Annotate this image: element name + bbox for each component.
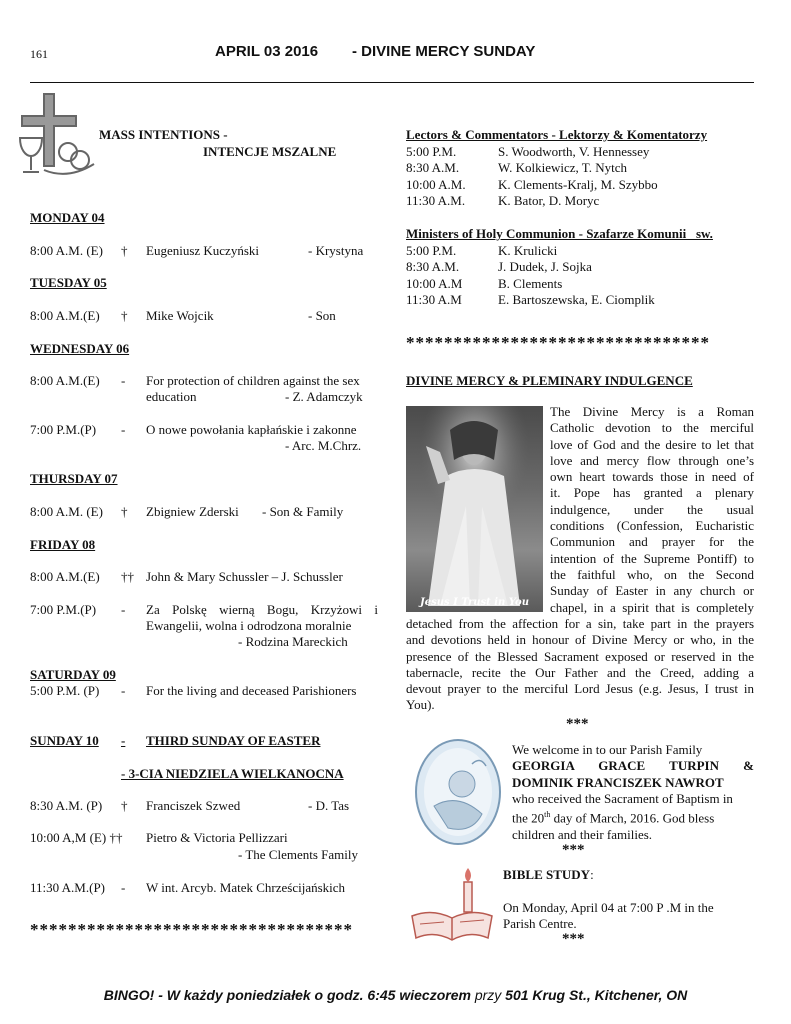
minister-time: 5:00 P.M. (406, 243, 457, 258)
paragraph-line: detached from the affection for a sin, take part in the prayers (406, 616, 754, 631)
mass-time: 5:00 P.M. (P) (30, 683, 100, 698)
minister-time: 11:30 A.M (406, 292, 462, 307)
cross-symbol: † (121, 243, 128, 258)
cross-symbol: † (121, 308, 128, 323)
intention-name: Eugeniusz Kuczyński (146, 243, 260, 258)
bible-study-text: Parish Centre. (503, 916, 577, 931)
day-heading-dash: - (121, 733, 126, 748)
mass-time: 7:00 P.M.(P) (30, 602, 97, 617)
paragraph-line: Catholic devotion to the merciful (550, 420, 754, 436)
bulletin-date: APRIL 03 2016 (215, 43, 319, 60)
lector-time: 10:00 A.M. (406, 177, 466, 192)
jesus-figure-icon (406, 406, 543, 612)
minister-names: J. Dudek, J. Sojka (498, 259, 592, 274)
paragraph-line: and devotions held in honour of Divine Mercy or who, in the (406, 632, 754, 648)
asterism-separator: *** (562, 931, 585, 947)
paragraph-line: the faithful who, on the Second (550, 566, 754, 582)
lector-time: 8:30 A.M. (406, 160, 460, 175)
mass-intentions-heading: MASS INTENTIONS - (99, 127, 228, 142)
asterism-separator: *** (566, 716, 589, 732)
baptism-date-line (512, 807, 754, 827)
paragraph-line: own heart towards those in need of (550, 469, 754, 485)
cross-symbol: † (121, 798, 128, 813)
lector-names: W. Kolkiewicz, T. Nytch (498, 160, 628, 175)
mass-intentions-heading-polish: INTENCJE MSZALNE (203, 144, 337, 159)
paragraph-line: conditions (Confession, Eucharistic (550, 518, 754, 534)
paragraph-line: Communion and prayer for the (550, 534, 754, 550)
intention-name: Mike Wojcik (146, 308, 214, 323)
intention-name: W int. Arcyb. Matek Chrześcijańskich (146, 880, 346, 895)
baptism-line: the 20 (512, 810, 545, 826)
minister-time: 8:30 A.M. (406, 259, 460, 274)
intention-text: O nowe powołania kapłańskie i zakonne (146, 422, 357, 437)
paragraph-line: chapel, in a spirit that is completely (550, 599, 754, 615)
baptism-line: day of March, 2016. God bless (550, 810, 715, 826)
day-heading-sunday: SUNDAY 10 (30, 733, 99, 748)
mass-time: 8:00 A.M. (E) (30, 243, 103, 258)
dash-symbol: - (121, 373, 126, 388)
lector-time: 5:00 P.M. (406, 144, 457, 159)
lectors-heading: Lectors & Commentators - Lektorzy & Komentatorzy (406, 127, 708, 142)
dash-symbol: - (121, 683, 126, 698)
footer-bingo-text: BINGO! - W każdy poniedziałek o godz. 6:45 wieczorem (103, 987, 471, 1003)
paragraph-line: Sunday of Easter in any church or (550, 583, 754, 599)
mass-time: 8:00 A.M. (E) (30, 504, 103, 519)
bible-study-text: On Monday, April 04 at 7:00 P .M in the (503, 900, 714, 915)
day-heading-tuesday: TUESDAY 05 (30, 275, 107, 290)
heading-colon: : (590, 867, 594, 882)
divine-mercy-image (406, 406, 543, 612)
day-heading-wednesday: WEDNESDAY 06 (30, 341, 130, 356)
lector-names: K. Clements-Kralj, M. Szybbo (498, 177, 658, 192)
paragraph-line: indulgence, under the usual (550, 501, 754, 517)
lector-names: S. Woodworth, V. Hennessey (498, 144, 650, 159)
cross-symbol: † (121, 504, 128, 519)
baptism-text (512, 742, 754, 843)
baptism-line: who received the Sacrament of Baptism in (512, 790, 733, 806)
paragraph-line: The Divine Mercy is a Roman (550, 404, 754, 419)
intention-name: Franciszek Szwed (146, 798, 241, 813)
intention-donor: - Son & Family (262, 504, 344, 519)
paragraph-line: tabernacle, recite the Our Father and the Creed, adding a (406, 664, 754, 680)
baptized-name: DOMINIK FRANCISZEK NAWROT (512, 774, 724, 790)
divine-mercy-text-continued (406, 616, 754, 714)
baptism-line: children and their families. (512, 826, 653, 842)
mass-time: 7:00 P.M.(P) (30, 422, 97, 437)
bible-study-heading-wrap (503, 867, 594, 883)
intention-text: education (146, 389, 197, 404)
baby-icon (412, 736, 504, 848)
intention-donor: - Z. Adamczyk (285, 389, 363, 404)
paragraph-line: it. Pope has granted a plenary (550, 485, 754, 501)
mass-time: 10:00 A,M (E) †† (30, 830, 123, 845)
bible-candle-icon (406, 862, 498, 946)
intention-donor: - Son (308, 308, 336, 323)
mass-time: 8:00 A.M.(E) (30, 373, 100, 388)
bible-study-heading: BIBLE STUDY (503, 867, 591, 882)
stars-separator: ******************************** (406, 333, 710, 352)
mass-time: 11:30 A.M.(P) (30, 880, 105, 895)
minister-time: 10:00 A.M (406, 276, 463, 291)
mass-time: 8:30 A.M. (P) (30, 798, 103, 813)
lector-time: 11:30 A.M. (406, 193, 466, 208)
day-heading-friday: FRIDAY 08 (30, 537, 96, 552)
day-heading-monday: MONDAY 04 (30, 210, 105, 225)
intention-name: Zbigniew Zderski (146, 504, 239, 519)
cross-symbol: †† (121, 569, 134, 584)
paragraph-line: intention of the Supreme Pontiff) to (550, 550, 754, 566)
bulletin-title: - DIVINE MERCY SUNDAY (352, 43, 536, 60)
intention-name: John & Mary Schussler – J. Schussler (146, 569, 343, 584)
divine-mercy-heading: DIVINE MERCY & PLEMINARY INDULGENCE (406, 373, 693, 388)
intention-donor: - Rodzina Mareckich (238, 634, 348, 649)
intention-donor: - Arc. M.Chrz. (285, 438, 362, 453)
ordinal-suffix: th (544, 810, 551, 820)
intention-name: For the living and deceased Parishioners (146, 683, 357, 698)
mass-time: 8:00 A.M.(E) (30, 308, 100, 323)
stars-separator: ********************************** (30, 920, 353, 939)
header-rule (30, 82, 754, 83)
sunday-title: THIRD SUNDAY OF EASTER (146, 733, 321, 748)
mass-time: 8:00 A.M.(E) (30, 569, 100, 584)
paragraph-line: love of God and the desire to let that (550, 436, 754, 452)
minister-names: K. Krulicki (498, 243, 558, 258)
intention-donor: - The Clements Family (238, 847, 358, 862)
paragraph-line: presence of the Blessed Sacrament exposed or reserved in the (406, 648, 754, 664)
intention-name: Pietro & Victoria Pellizzari (146, 830, 288, 845)
intention-text: Ewangelii, wolna i odrodzona moralnie (146, 618, 352, 633)
footer-connector: przy (470, 987, 506, 1003)
intention-donor: - D. Tas (308, 798, 350, 813)
dash-symbol: - (121, 880, 126, 895)
ministers-heading: Ministers of Holy Communion - Szafarze Komunii _sw. (406, 226, 713, 241)
asterism-separator: *** (562, 842, 585, 858)
minister-names: E. Bartoszewska, E. Ciomplik (498, 292, 655, 307)
paragraph-line: love and mercy flow through one’s (550, 452, 754, 468)
baptized-name: GEORGIA GRACE TURPIN & (512, 758, 754, 774)
footer-bingo (0, 987, 791, 1003)
minister-names: B. Clements (498, 276, 563, 291)
lector-names: K. Bator, D. Moryc (498, 193, 600, 208)
day-heading-thursday: THURSDAY 07 (30, 471, 118, 486)
baptism-line: We welcome in to our Parish Family (512, 742, 703, 757)
paragraph-line: You). (406, 697, 435, 713)
day-heading-saturday: SATURDAY 09 (30, 667, 116, 682)
image-caption: Jesus I Trust in You (419, 597, 529, 608)
intention-donor: - Krystyna (308, 243, 364, 258)
dash-symbol: - (121, 422, 126, 437)
intention-text: For protection of children against the sex (146, 373, 360, 388)
footer-address: 501 Krug St., Kitchener, ON (505, 987, 688, 1003)
page-number: 161 (30, 47, 48, 61)
chalice-cross-icon (14, 90, 98, 182)
intention-text: Za Polskę wierną Bogu, Krzyżowi i (146, 602, 378, 617)
dash-symbol: - (121, 602, 126, 617)
paragraph-line: devout prayer to the merciful Lord Jesus (e.g. Jesus, I trust in (406, 681, 754, 697)
divine-mercy-text (550, 404, 754, 616)
sunday-title-polish: - 3-CIA NIEDZIELA WIELKANOCNA (121, 766, 344, 781)
